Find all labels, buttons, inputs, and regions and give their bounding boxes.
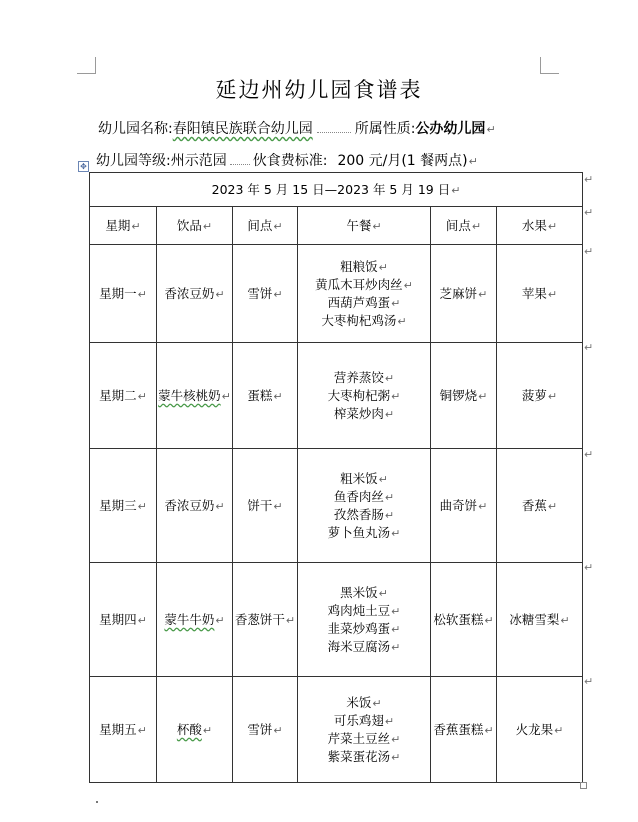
header-cell-fruit[interactable] (497, 207, 583, 245)
paragraph-mark: ↵ (215, 287, 225, 301)
menu-table (89, 172, 583, 783)
lunch-item (298, 620, 430, 638)
lunch-item-text: 可乐鸡翅 (333, 712, 384, 728)
drink-cell[interactable] (157, 677, 233, 783)
lunch-item (298, 712, 430, 730)
page-title (0, 74, 638, 104)
lunch-item (298, 405, 430, 423)
table-resize-handle[interactable] (580, 782, 587, 789)
snack2-text: 曲奇饼 (439, 497, 478, 513)
paragraph-mark: ↵ (137, 499, 147, 513)
snack2-cell[interactable] (431, 563, 497, 677)
lunch-item (298, 748, 430, 766)
snack2-text: 松软蛋糕 (433, 611, 484, 627)
lunch-item (298, 312, 430, 330)
day-cell[interactable] (90, 343, 157, 449)
paragraph-mark: ↵ (384, 371, 395, 385)
cursor-dot (96, 801, 98, 803)
lunch-item (298, 470, 430, 488)
lunch-item (298, 488, 430, 506)
fruit-text: 香蕉 (521, 497, 547, 513)
end-of-row-mark: ↵ (584, 675, 594, 688)
snack1-text: 香葱饼干 (234, 611, 285, 627)
day-label: 星期一 (99, 285, 137, 301)
paragraph-mark: ↵ (378, 586, 388, 600)
paragraph-mark: ↵ (131, 219, 141, 233)
paragraph-mark: ↵ (484, 613, 494, 627)
grade-value: 州示范园 (170, 153, 227, 169)
paragraph-mark: ↵ (478, 389, 488, 403)
paragraph-mark: ↵ (384, 714, 395, 728)
lunch-item-text: 黄瓜木耳炒肉丝 (315, 276, 403, 292)
paragraph-mark: ↵ (391, 604, 401, 618)
snack2-cell[interactable] (431, 245, 497, 343)
lunch-item-text: 海米豆腐汤 (327, 638, 391, 654)
drink-cell[interactable] (157, 563, 233, 677)
drink-text: 蒙牛核桃奶 (158, 387, 221, 403)
snack1-cell[interactable] (233, 245, 298, 343)
end-of-row-mark: ↵ (584, 341, 594, 354)
lunch-item (298, 584, 430, 602)
fruit-cell[interactable] (497, 343, 583, 449)
paragraph-mark: ↵ (471, 219, 482, 233)
paragraph-mark: ↵ (391, 750, 401, 764)
day-cell[interactable] (90, 245, 157, 343)
drink-text: 杯酸 (176, 721, 202, 737)
lunch-cell[interactable] (298, 677, 431, 783)
snack1-cell[interactable] (233, 449, 298, 563)
paragraph-mark: ↵ (547, 389, 558, 403)
snack2-text: 铜锣烧 (439, 387, 478, 403)
table-row (90, 343, 583, 449)
lunch-item (298, 638, 430, 656)
info-line-2 (96, 150, 478, 170)
header-row (90, 207, 583, 245)
date-range: 2023 年 5 月 15 日—2023 年 5 月 19 日 (211, 181, 451, 197)
snack1-text: 蛋糕 (247, 387, 273, 403)
header-cell-snack2[interactable] (431, 207, 497, 245)
kindergarten-name-label: 幼儿园名称: (98, 121, 173, 137)
lunch-item (298, 602, 430, 620)
header-drink: 饮品 (176, 217, 202, 233)
end-of-row-mark: ↵ (584, 173, 594, 186)
header-cell-day[interactable] (90, 207, 157, 245)
lunch-item-text: 孜然香肠 (333, 506, 384, 522)
end-of-row-mark: ↵ (584, 206, 594, 219)
grade-label: 幼儿园等级: (96, 153, 171, 169)
paragraph-mark: ↵ (554, 723, 564, 737)
table-row (90, 245, 583, 343)
day-label: 星期五 (99, 721, 137, 737)
paragraph-mark: ↵ (403, 278, 413, 292)
lunch-cell[interactable] (298, 343, 431, 449)
paragraph-mark: ↵ (273, 219, 283, 233)
fruit-text: 火龙果 (515, 721, 554, 737)
paragraph-mark: ↵ (547, 499, 558, 513)
lunch-cell[interactable] (298, 245, 431, 343)
paragraph-mark: ↵ (391, 389, 401, 403)
date-row (90, 173, 583, 207)
paragraph-mark: ↵ (137, 613, 147, 627)
paragraph-mark: ↵ (451, 183, 461, 197)
snack2-cell[interactable] (431, 343, 497, 449)
paragraph-mark: ↵ (478, 287, 488, 301)
snack1-cell[interactable] (233, 677, 298, 783)
paragraph-mark: ↵ (547, 287, 558, 301)
paragraph-mark: ↵ (202, 723, 213, 737)
nature-label: 所属性质: (354, 121, 416, 137)
drink-cell[interactable] (157, 449, 233, 563)
paragraph-mark: ↵ (273, 287, 283, 301)
lunch-cell[interactable] (298, 449, 431, 563)
day-cell[interactable] (90, 449, 157, 563)
paragraph-mark: ↵ (202, 219, 213, 233)
paragraph-mark: ↵ (384, 508, 395, 522)
paragraph-mark: ↵ (378, 472, 388, 486)
title-text: 延边州幼儿园食谱表 (215, 78, 423, 102)
lunch-item-text: 芹菜土豆丝 (327, 730, 391, 746)
drink-text: 蒙牛牛奶 (164, 611, 215, 627)
paragraph-mark: ↵ (137, 287, 147, 301)
snack1-text: 饼干 (247, 497, 273, 513)
paragraph-mark: ↵ (273, 499, 283, 513)
lunch-item (298, 506, 430, 524)
lunch-item-text: 米饭 (346, 694, 372, 710)
paragraph-mark: ↵ (384, 407, 395, 421)
paragraph-mark: ↵ (547, 219, 558, 233)
lunch-item-text: 黑米饭 (340, 584, 378, 600)
paragraph-mark: ↵ (221, 389, 231, 403)
snack2-text: 芝麻饼 (439, 285, 478, 301)
paragraph-mark: ↵ (484, 723, 494, 737)
lunch-item-text: 粗米饭 (340, 470, 378, 486)
paragraph-mark: ↵ (215, 613, 225, 627)
header-snack1: 间点 (247, 217, 273, 233)
paragraph-mark: ↵ (384, 490, 395, 504)
snack1-cell[interactable] (233, 563, 298, 677)
nature-value: 公办幼儿园 (415, 121, 486, 137)
crop-mark-top-right (540, 57, 559, 74)
lunch-item (298, 294, 430, 312)
header-fruit: 水果 (521, 217, 547, 233)
snack2-cell[interactable] (431, 449, 497, 563)
lunch-item-text: 西葫芦鸡蛋 (327, 294, 391, 310)
paragraph-mark: ↵ (137, 389, 147, 403)
fee-label: 伙食费标准: (252, 153, 328, 169)
date-range-cell[interactable] (90, 173, 583, 207)
paragraph-mark: ↵ (486, 123, 496, 136)
lunch-item-text: 鸡肉炖土豆 (327, 602, 391, 618)
day-cell[interactable] (90, 563, 157, 677)
snack2-cell[interactable] (431, 677, 497, 783)
paragraph-mark: ↵ (391, 640, 401, 654)
lunch-item (298, 258, 430, 276)
day-label: 星期三 (99, 497, 137, 513)
day-label: 星期四 (99, 611, 137, 627)
lunch-item-text: 大枣枸杞粥 (327, 387, 391, 403)
paragraph-mark: ↵ (560, 613, 570, 627)
drink-text: 香浓豆奶 (164, 285, 215, 301)
lunch-item (298, 387, 430, 405)
header-lunch: 午餐 (346, 217, 372, 233)
lunch-item-text: 榨菜炒肉 (333, 405, 384, 421)
snack2-text: 香蕉蛋糕 (433, 721, 484, 737)
paragraph-mark: ↵ (273, 389, 283, 403)
end-of-row-mark: ↵ (584, 245, 594, 258)
header-cell-drink[interactable] (157, 207, 233, 245)
paragraph-mark: ↵ (372, 219, 382, 233)
snack1-cell[interactable] (233, 343, 298, 449)
paragraph-mark: ↵ (372, 696, 382, 710)
info-line-1 (98, 118, 496, 138)
paragraph-mark: ↵ (478, 499, 488, 513)
fruit-text: 冰糖雪梨 (509, 611, 560, 627)
crop-mark-top-left (77, 57, 96, 74)
drink-text: 香浓豆奶 (164, 497, 215, 513)
paragraph-mark: ↵ (391, 622, 401, 636)
paragraph-mark: ↵ (378, 260, 388, 274)
fruit-cell[interactable] (497, 245, 583, 343)
paragraph-mark: ↵ (391, 732, 401, 746)
paragraph-mark: ↵ (137, 723, 147, 737)
lunch-item-text: 韭菜炒鸡蛋 (327, 620, 391, 636)
paragraph-mark: ↵ (391, 526, 401, 540)
lunch-item (298, 694, 430, 712)
paragraph-mark: ↵ (285, 613, 296, 627)
table-row (90, 677, 583, 783)
header-cell-lunch[interactable] (298, 207, 431, 245)
lunch-cell[interactable] (298, 563, 431, 677)
fee-value: 200 元/月(1 餐两点) (337, 153, 468, 169)
lunch-item-text: 营养蒸饺 (333, 369, 384, 385)
end-of-row-mark: ↵ (584, 448, 594, 461)
paragraph-mark: ↵ (215, 499, 225, 513)
lunch-item-text: 紫菜蛋花汤 (327, 748, 391, 764)
kindergarten-name-value: 春阳镇民族联合幼儿园 (172, 121, 313, 137)
drink-cell[interactable] (157, 245, 233, 343)
table-row (90, 563, 583, 677)
fruit-cell[interactable] (497, 563, 583, 677)
fruit-text: 苹果 (521, 285, 547, 301)
lunch-item (298, 369, 430, 387)
lunch-item-text: 粗粮饭 (340, 258, 378, 274)
header-day: 星期 (105, 217, 131, 233)
fruit-text: 菠萝 (521, 387, 547, 403)
table-move-handle-icon[interactable]: ✥ (78, 161, 89, 172)
paragraph-mark: ↵ (391, 296, 401, 310)
day-cell[interactable] (90, 677, 157, 783)
fruit-cell[interactable] (497, 449, 583, 563)
day-label: 星期二 (99, 387, 137, 403)
header-snack2: 间点 (445, 217, 471, 233)
snack1-text: 雪饼 (247, 285, 273, 301)
lunch-item-text: 鱼香肉丝 (333, 488, 384, 504)
drink-cell[interactable] (157, 343, 233, 449)
header-cell-snack1[interactable] (233, 207, 298, 245)
lunch-item-text: 大枣枸杞鸡汤 (321, 312, 397, 328)
end-of-row-mark: ↵ (584, 561, 594, 574)
lunch-item (298, 276, 430, 294)
fruit-cell[interactable] (497, 677, 583, 783)
snack1-text: 雪饼 (247, 721, 273, 737)
paragraph-mark: ↵ (273, 723, 283, 737)
paragraph-mark: ↵ (397, 314, 407, 328)
lunch-item (298, 730, 430, 748)
paragraph-mark: ↵ (468, 155, 478, 168)
lunch-item-text: 萝卜鱼丸汤 (327, 524, 391, 540)
lunch-item (298, 524, 430, 542)
table-row (90, 449, 583, 563)
